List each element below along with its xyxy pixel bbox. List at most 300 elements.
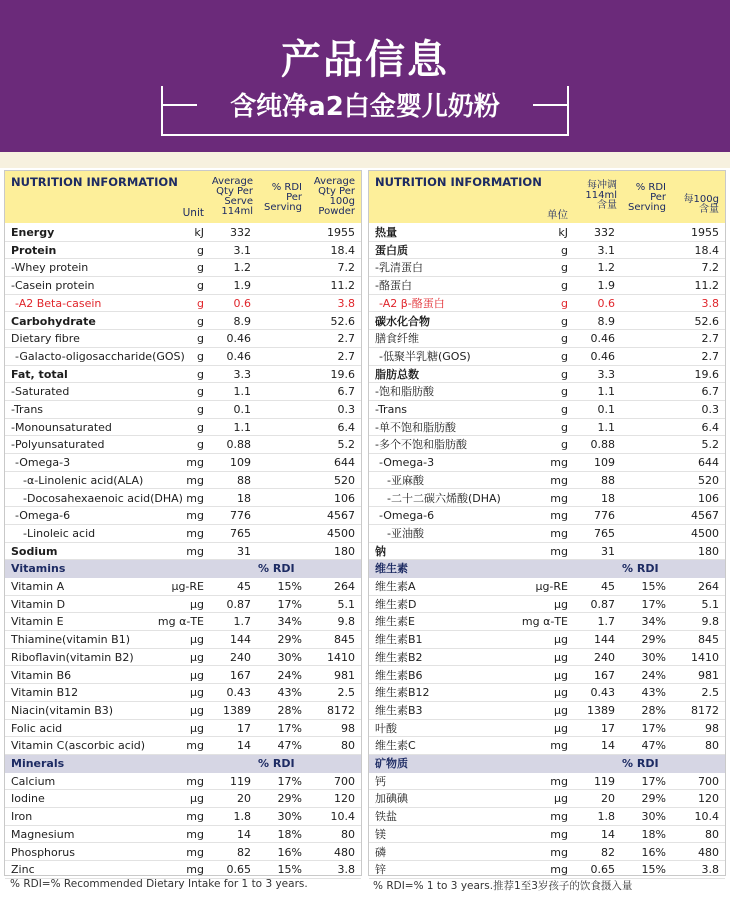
value-per-serve: 8.9 <box>233 314 251 328</box>
value-per-serve: 20 <box>237 792 251 806</box>
nutrient-unit: μg <box>554 650 568 664</box>
nutrient-name: 膳食纤维 <box>375 332 419 346</box>
value-per-100g: 0.3 <box>701 403 719 416</box>
value-per-100g: 644 <box>334 456 355 470</box>
nutrient-name: Vitamin E <box>11 615 64 629</box>
nutrient-name: -A2 Beta-casein <box>15 296 102 310</box>
divider-band <box>0 152 730 168</box>
value-per-100g: 4500 <box>691 526 719 540</box>
nutrient-name: -多个不饱和脂肪酸 <box>375 438 467 452</box>
value-rdi: 17% <box>641 774 666 788</box>
value-per-serve: 776 <box>230 509 251 523</box>
table-row <box>369 348 725 366</box>
column-header-rdi-line: Serving <box>628 202 666 213</box>
value-rdi: 34% <box>641 615 666 629</box>
nutrient-unit: g <box>561 367 568 381</box>
nutrient-name: Iodine <box>11 792 45 806</box>
value-per-serve: 109 <box>230 456 251 470</box>
value-per-serve: 14 <box>237 739 251 753</box>
nutrient-name: 维生素B6 <box>375 668 423 682</box>
nutrient-unit: μg <box>554 597 568 611</box>
nutrient-name: -A2 β-酪蛋白 <box>379 296 445 310</box>
value-per-100g: 6.7 <box>701 385 719 399</box>
value-per-100g: 4500 <box>327 526 355 540</box>
nutrient-name: -Trans <box>375 403 408 416</box>
nutrient-unit: mg <box>550 526 568 540</box>
nutrient-unit: g <box>561 332 568 346</box>
value-per-serve: 0.87 <box>226 597 251 611</box>
value-per-serve: 0.6 <box>597 296 615 310</box>
table-row <box>369 702 725 720</box>
vitamins-section-label: 维生素 <box>375 562 408 576</box>
nutrient-unit: mg <box>186 739 204 753</box>
nutrient-unit: mg <box>186 845 204 859</box>
nutrient-name: Vitamin D <box>11 597 66 611</box>
nutrient-unit: g <box>561 261 568 275</box>
table-row <box>5 259 361 277</box>
minerals-section-label: Minerals <box>11 757 65 770</box>
column-header-rdi-line: % RDI <box>635 182 666 193</box>
value-per-100g: 480 <box>334 845 355 859</box>
value-per-100g: 2.7 <box>701 332 719 346</box>
value-per-100g: 18.4 <box>694 243 719 257</box>
nutrient-name: 维生素C <box>375 739 416 753</box>
value-per-100g: 3.8 <box>337 863 355 877</box>
table-row <box>5 702 361 720</box>
nutrient-name: -Linoleic acid <box>23 526 96 540</box>
value-rdi: 18% <box>641 827 666 841</box>
table-row <box>369 366 725 384</box>
table-row <box>369 543 725 561</box>
nutrient-unit: μg <box>190 650 204 664</box>
value-per-100g: 2.7 <box>337 349 355 363</box>
nutrient-unit: g <box>197 332 204 346</box>
table-row <box>369 596 725 614</box>
nutrient-unit: μg <box>554 703 568 717</box>
nutrient-name: 脂肪总数 <box>375 367 419 381</box>
value-per-serve: 1.1 <box>233 385 251 399</box>
value-rdi: 29% <box>641 633 666 647</box>
table-row <box>5 383 361 401</box>
nutrient-unit: mg <box>186 827 204 841</box>
value-per-serve: 31 <box>237 544 251 558</box>
table-row <box>5 330 361 348</box>
value-per-100g: 644 <box>698 456 719 470</box>
value-per-100g: 19.6 <box>694 367 719 381</box>
table-row <box>5 277 361 295</box>
value-per-serve: 88 <box>601 473 615 487</box>
column-header-100g-line: 含量 <box>699 204 719 215</box>
nutrient-name: Niacin(vitamin B3) <box>11 703 114 717</box>
table-row <box>5 808 361 826</box>
nutrient-name: 锌 <box>375 863 386 877</box>
value-per-100g: 264 <box>698 580 719 593</box>
nutrient-name: 维生素B2 <box>375 650 423 664</box>
value-per-serve: 332 <box>594 226 615 239</box>
nutrient-name: 碳水化合物 <box>375 314 430 328</box>
table-row <box>369 525 725 543</box>
value-per-100g: 2.5 <box>701 686 719 700</box>
nutrient-unit: mg α-TE <box>157 615 204 629</box>
nutrient-name: -Saturated <box>11 385 70 399</box>
column-header-100g-line: 100g <box>329 196 355 207</box>
table-row <box>5 507 361 525</box>
table-row <box>369 826 725 844</box>
value-per-100g: 981 <box>698 668 719 682</box>
nutrient-unit: μg <box>554 633 568 647</box>
value-per-100g: 120 <box>334 792 355 806</box>
nutrient-name: 钙 <box>375 774 386 788</box>
column-header-rdi-line: Serving <box>264 202 302 213</box>
value-rdi: 17% <box>641 721 666 735</box>
value-rdi: 47% <box>641 739 666 753</box>
nutrient-name: Riboflavin(vitamin B2) <box>11 650 134 664</box>
nutrient-unit: mg <box>550 845 568 859</box>
value-rdi: 47% <box>277 739 302 753</box>
nutrient-name: -Trans <box>11 403 44 416</box>
vitamins-section <box>5 560 361 578</box>
vitamins-section-label: Vitamins <box>11 562 66 576</box>
table-row <box>369 667 725 685</box>
value-per-100g: 180 <box>334 544 355 558</box>
table-row <box>369 259 725 277</box>
value-per-100g: 5.1 <box>337 597 355 611</box>
nutrient-name: 维生素D <box>375 597 417 611</box>
value-rdi: 15% <box>641 863 666 877</box>
nutrient-unit: mg <box>550 473 568 487</box>
value-rdi: 30% <box>277 650 302 664</box>
value-per-serve: 144 <box>594 633 615 647</box>
nutrient-name: 加碘碘 <box>375 792 408 806</box>
minerals-section-rdi: % RDI <box>258 757 295 770</box>
value-rdi: 30% <box>277 810 302 824</box>
value-per-serve: 1.9 <box>597 279 615 293</box>
column-header-serve-line: Qty Per <box>216 186 253 197</box>
page-header <box>0 0 730 152</box>
nutrient-name: 维生素B12 <box>375 686 430 700</box>
table-row <box>5 790 361 808</box>
value-per-serve: 0.65 <box>226 863 251 877</box>
column-header-rdi <box>256 183 302 213</box>
table-heading: NUTRITION INFORMATION <box>11 175 178 189</box>
column-header-unit: Unit <box>182 207 204 219</box>
nutrient-name: Energy <box>11 226 55 239</box>
nutrient-name: Calcium <box>11 774 56 788</box>
value-rdi: 24% <box>641 668 666 682</box>
nutrient-name: Carbohydrate <box>11 314 96 328</box>
column-header-serve-line: Average <box>211 176 253 187</box>
value-per-100g: 1410 <box>691 650 719 664</box>
nutrient-unit: g <box>197 385 204 399</box>
table-row <box>369 507 725 525</box>
nutrient-name: 磷 <box>375 845 386 859</box>
nutrient-unit: g <box>197 314 204 328</box>
value-per-100g: 98 <box>705 721 719 735</box>
value-per-serve: 18 <box>601 491 615 505</box>
nutrient-name: -Whey protein <box>11 261 89 275</box>
nutrient-name: 蛋白质 <box>375 243 408 257</box>
value-per-serve: 1.8 <box>233 810 251 824</box>
nutrient-unit: g <box>197 438 204 452</box>
value-per-serve: 109 <box>594 456 615 470</box>
column-header-serve-line: 每冲调 <box>587 180 617 191</box>
value-per-serve: 0.6 <box>233 296 251 310</box>
value-rdi: 17% <box>277 774 302 788</box>
nutrient-name: Zinc <box>11 863 35 877</box>
value-per-100g: 3.8 <box>337 296 355 310</box>
value-per-serve: 1389 <box>223 703 251 717</box>
value-per-serve: 18 <box>237 491 251 505</box>
nutrient-unit: mg α-TE <box>521 615 568 629</box>
value-per-serve: 3.1 <box>597 243 615 257</box>
table-row <box>369 277 725 295</box>
value-rdi: 29% <box>277 633 302 647</box>
value-per-100g: 11.2 <box>694 279 719 293</box>
value-per-serve: 14 <box>601 827 615 841</box>
value-per-100g: 8172 <box>327 703 355 717</box>
nutrient-unit: μg <box>190 686 204 700</box>
value-rdi: 29% <box>641 792 666 806</box>
value-per-serve: 82 <box>237 845 251 859</box>
nutrition-panel-chinese <box>368 170 726 876</box>
value-per-serve: 332 <box>230 226 251 239</box>
table-row <box>369 313 725 331</box>
nutrient-unit: μg <box>190 597 204 611</box>
nutrient-unit: g <box>197 403 204 416</box>
value-per-serve: 3.3 <box>597 367 615 381</box>
nutrient-name: Protein <box>11 243 57 257</box>
value-per-serve: 0.88 <box>226 438 251 452</box>
vitamins-section-rdi: % RDI <box>258 562 295 576</box>
table-row <box>369 419 725 437</box>
table-row <box>369 401 725 419</box>
nutrient-unit: g <box>561 420 568 434</box>
value-per-serve: 0.43 <box>590 686 615 700</box>
value-per-100g: 700 <box>334 774 355 788</box>
value-per-100g: 6.4 <box>337 420 355 434</box>
table-row <box>369 224 725 242</box>
nutrient-unit: mg <box>550 544 568 558</box>
value-per-serve: 1.8 <box>597 810 615 824</box>
nutrient-name: -亚麻酸 <box>387 473 424 487</box>
column-header-serve-line: 114ml <box>221 206 253 217</box>
table-row <box>5 313 361 331</box>
nutrient-name: 维生素E <box>375 615 415 629</box>
nutrient-name: Vitamin B6 <box>11 668 72 682</box>
nutrient-unit: g <box>197 367 204 381</box>
value-per-100g: 6.4 <box>701 420 719 434</box>
table-row <box>5 454 361 472</box>
table-row <box>369 790 725 808</box>
value-per-serve: 45 <box>237 580 251 593</box>
minerals-section <box>369 755 725 773</box>
nutrient-unit: mg <box>550 456 568 470</box>
value-per-serve: 17 <box>601 721 615 735</box>
value-rdi: 15% <box>277 863 302 877</box>
value-per-100g: 80 <box>341 827 355 841</box>
value-rdi: 16% <box>641 845 666 859</box>
nutrient-name: 维生素A <box>375 580 416 593</box>
nutrient-name: Vitamin A <box>11 580 65 593</box>
value-per-100g: 981 <box>334 668 355 682</box>
value-per-100g: 1410 <box>327 650 355 664</box>
value-per-100g: 2.7 <box>337 332 355 346</box>
value-per-100g: 480 <box>698 845 719 859</box>
nutrient-name: Folic acid <box>11 721 63 735</box>
nutrient-unit: μg <box>554 721 568 735</box>
table-row <box>369 649 725 667</box>
column-header-rdi-line: % RDI <box>271 182 302 193</box>
table-row <box>5 242 361 260</box>
value-per-serve: 0.88 <box>590 438 615 452</box>
value-per-serve: 1.7 <box>233 615 251 629</box>
value-per-100g: 2.7 <box>701 349 719 363</box>
value-per-100g: 80 <box>705 827 719 841</box>
column-header-100g-line: Qty Per <box>318 186 355 197</box>
nutrient-unit: mg <box>186 810 204 824</box>
table-row <box>5 613 361 631</box>
value-rdi: 43% <box>641 686 666 700</box>
value-per-serve: 144 <box>230 633 251 647</box>
value-per-serve: 0.46 <box>590 349 615 363</box>
nutrient-unit: μg-RE <box>171 580 204 593</box>
value-per-100g: 264 <box>334 580 355 593</box>
nutrient-unit: mg <box>550 827 568 841</box>
value-per-serve: 776 <box>594 509 615 523</box>
value-per-100g: 98 <box>341 721 355 735</box>
nutrient-unit: μg <box>554 668 568 682</box>
nutrient-unit: mg <box>186 863 204 877</box>
value-per-serve: 765 <box>594 526 615 540</box>
nutrient-unit: g <box>197 279 204 293</box>
nutrient-unit: g <box>561 349 568 363</box>
nutrient-name: Vitamin B12 <box>11 686 79 700</box>
table-row <box>369 773 725 791</box>
table-row <box>369 613 725 631</box>
nutrient-unit: g <box>561 314 568 328</box>
table-row <box>5 419 361 437</box>
nutrient-unit: g <box>561 438 568 452</box>
nutrient-unit: g <box>561 403 568 416</box>
nutrient-unit: kJ <box>558 226 568 239</box>
value-per-serve: 82 <box>601 845 615 859</box>
table-row <box>369 490 725 508</box>
column-header-100g-line: 每100g <box>683 194 719 205</box>
value-per-serve: 8.9 <box>597 314 615 328</box>
value-per-serve: 1.1 <box>233 420 251 434</box>
table-row <box>5 472 361 490</box>
value-per-serve: 1.1 <box>597 420 615 434</box>
column-header-rdi-line: Per <box>650 192 666 203</box>
nutrient-name: Iron <box>11 810 33 824</box>
table-row <box>5 525 361 543</box>
value-per-100g: 18.4 <box>330 243 355 257</box>
nutrient-unit: mg <box>186 473 204 487</box>
nutrient-unit: g <box>197 296 204 310</box>
table-row <box>5 667 361 685</box>
nutrient-unit: μg <box>554 686 568 700</box>
value-per-serve: 0.1 <box>597 403 615 416</box>
value-per-serve: 0.46 <box>226 349 251 363</box>
nutrient-name: -Omega-6 <box>15 509 71 523</box>
value-rdi: 15% <box>277 580 302 593</box>
table-row <box>5 737 361 755</box>
table-row <box>369 578 725 596</box>
table-row <box>5 844 361 862</box>
value-per-100g: 6.7 <box>337 385 355 399</box>
value-per-100g: 9.8 <box>337 615 355 629</box>
nutrient-name: Dietary fibre <box>11 332 80 346</box>
value-per-100g: 80 <box>705 739 719 753</box>
value-rdi: 15% <box>641 580 666 593</box>
nutrient-unit: kJ <box>194 226 204 239</box>
value-per-100g: 845 <box>334 633 355 647</box>
table-row <box>5 773 361 791</box>
value-per-100g: 2.5 <box>337 686 355 700</box>
table-row <box>369 808 725 826</box>
value-per-100g: 4567 <box>327 509 355 523</box>
value-per-100g: 1955 <box>327 226 355 239</box>
table-row <box>369 720 725 738</box>
nutrient-unit: mg <box>550 491 568 505</box>
value-per-serve: 1.1 <box>597 385 615 399</box>
column-header-serve-line: 114ml <box>585 190 617 201</box>
nutrient-name: 镁 <box>375 827 386 841</box>
nutrient-unit: mg <box>186 456 204 470</box>
nutrient-name: 热量 <box>375 226 397 239</box>
nutrient-unit: μg <box>190 668 204 682</box>
table-row <box>5 596 361 614</box>
value-per-100g: 3.8 <box>701 863 719 877</box>
value-per-serve: 20 <box>601 792 615 806</box>
value-per-100g: 3.8 <box>701 296 719 310</box>
table-row <box>5 490 361 508</box>
table-row <box>369 436 725 454</box>
value-per-100g: 10.4 <box>330 810 355 824</box>
value-per-serve: 167 <box>594 668 615 682</box>
value-per-serve: 0.43 <box>226 686 251 700</box>
nutrient-unit: μg <box>190 792 204 806</box>
nutrient-name: -Omega-6 <box>379 509 435 523</box>
page-title: 产品信息 <box>281 37 449 83</box>
column-header-100g <box>301 177 355 217</box>
nutrient-name: 铁盐 <box>375 810 397 824</box>
table-row <box>369 684 725 702</box>
nutrient-name: Thiamine(vitamin B1) <box>11 633 130 647</box>
column-header-unit: 单位 <box>547 209 568 221</box>
value-per-100g: 7.2 <box>337 261 355 275</box>
value-per-100g: 120 <box>698 792 719 806</box>
table-row <box>5 224 361 242</box>
value-per-100g: 1955 <box>691 226 719 239</box>
column-header-100g-line: Average <box>313 176 355 187</box>
value-per-serve: 3.1 <box>233 243 251 257</box>
column-header-100g <box>665 195 719 215</box>
value-per-100g: 106 <box>334 491 355 505</box>
value-rdi: 28% <box>277 703 302 717</box>
table-row <box>5 861 361 879</box>
value-per-100g: 5.2 <box>337 438 355 452</box>
value-per-serve: 1.7 <box>597 615 615 629</box>
table-heading: NUTRITION INFORMATION <box>375 175 542 189</box>
nutrient-name: -饱和脂肪酸 <box>375 385 434 399</box>
nutrient-unit: μg-RE <box>535 580 568 593</box>
value-rdi: 30% <box>641 810 666 824</box>
value-rdi: 17% <box>277 721 302 735</box>
nutrient-unit: mg <box>550 774 568 788</box>
table-header <box>5 171 361 223</box>
value-rdi: 29% <box>277 792 302 806</box>
